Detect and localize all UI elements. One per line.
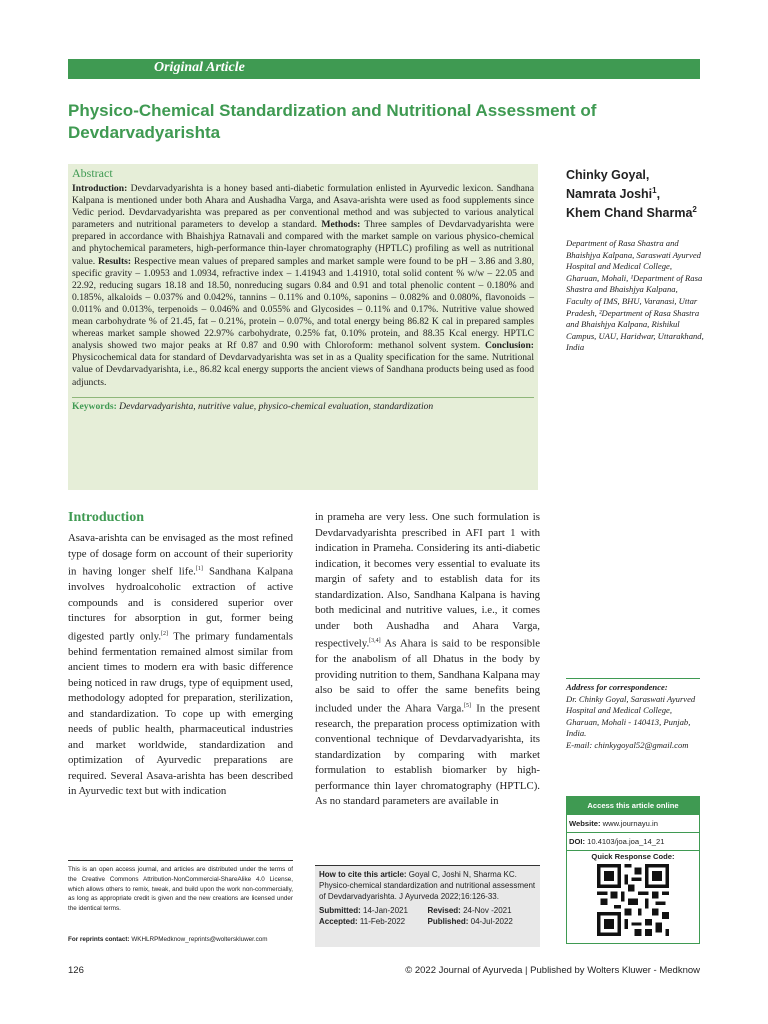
abstract-divider: [72, 397, 534, 398]
submitted-date: Submitted: 14-Jan-2021: [319, 906, 408, 915]
article-dates: [319, 905, 536, 927]
abstract-conclusion-text: Physicochemical data for standard of Devdarvadyarishta was set in as a Quality specification for the same. Nutritional value of Devdarvadyarishta, i.e., 86.82 kcal energy supports the ancient views of Sandhana products being used as food adjuncts.: [72, 352, 534, 388]
author-3: Khem Chand Sharma$^2$: [566, 205, 697, 221]
ref-3-4[interactable]: [3,4]: [369, 638, 381, 644]
citation-box: [315, 865, 540, 947]
qr-label: Quick Response Code:: [591, 852, 675, 861]
affiliation: Department of Rasa Shastra and Bhaishjya Kalpana, Saraswati Ayurved Hospital and Medical College, Gharuan, Mohali, ¹Department of Rasa Shastra and Bhaishjya Kalpana, Faculty of IMS, BHU, Varanasi, Uttar Pradesh, ²Department of Rasa Shastra and Bhaishjya Kalpana, Rishikul Campus, UAU, Haridwar, Uttarakhand, India: [566, 238, 704, 353]
ref-1[interactable]: [1]: [195, 566, 203, 572]
journal-footer: © 2022 Journal of Ayurveda | Published by Wolters Kluwer - Medknow: [405, 965, 700, 976]
keywords-text: Devdarvadyarishta, nutritive value, physico-chemical evaluation, standardization: [116, 400, 434, 412]
ref-2[interactable]: [2]: [161, 630, 169, 637]
keywords-label: Keywords:: [72, 400, 117, 412]
qr-code-icon[interactable]: [597, 864, 669, 936]
author-2: Namrata Joshi$^1$,: [566, 186, 661, 202]
abstract-box: [68, 164, 538, 490]
author-3-sup: 2: [692, 205, 697, 215]
revised-date: Revised: 24-Nov -2021: [427, 906, 512, 915]
ref-5[interactable]: [5]: [464, 702, 472, 709]
license-note: This is an open access journal, and articles are distributed under the terms of the Creative Commons Attribution-NonCommercial-ShareAlike 4.0 License, which allows others to remix, tweak, and build upon the work non-commercially, as long as appropriate credit is given and the new creations are licensed under the identical terms.: [68, 860, 293, 914]
author-1: Chinky Goyal,: [566, 168, 650, 182]
abstract-results-label: Results:: [98, 255, 132, 267]
abstract-methods-text: Three samples of Devdarvadyarishta were prepared in accordance with Bhaishjya Ratnavali and compared with the market sample on various physico-chemical and phytochemical parameters, high-performance thin-layer chromatography (HPTLC) profiling as well as nutritional value.: [72, 219, 534, 267]
author-list: [566, 167, 706, 221]
page-number: 126: [68, 965, 84, 976]
abstract-heading: Abstract: [72, 166, 113, 180]
article-title: Physico-Chemical Standardization and Nutritional Assessment of Devdarvadyarishta: [68, 101, 597, 142]
doi-row[interactable]: DOI: 10.4103/joa.joa_14_21: [567, 833, 699, 851]
access-heading: Access this article online: [567, 797, 699, 815]
abstract-conclusion-label: Conclusion:: [484, 340, 534, 352]
published-date: Published: 04-Jul-2022: [427, 917, 513, 926]
author-2-sup: 1: [652, 186, 657, 195]
correspondence: [566, 678, 700, 752]
abstract-text: [72, 183, 534, 389]
citation-text: How to cite this article: Goyal C, Joshi N, Sharma KC. Physico-chemical standardization and nutritional assessment of Devdarvadyarishta. J Ayurveda 2022;16:126-33.: [319, 870, 536, 901]
correspondence-email[interactable]: E-mail: chinkygoyal52@gmail.com: [566, 739, 689, 750]
article-type-banner: [68, 59, 700, 79]
reprints-email[interactable]: WKHLRPMedknow_reprints@wolterskluwer.com: [129, 936, 268, 943]
accepted-date: Accepted: 11-Feb-2022: [319, 917, 406, 926]
access-online-box: [566, 796, 700, 944]
abstract-intro-label: Introduction:: [72, 183, 128, 194]
abstract-results-text: Respective mean values of prepared samples and market sample were found to be pH – 3.86 and 3.80, specific gravity – 1.0953 and 1.0934, refractive index – 1.41943 and 1.41910, total solid content % w/w – 22.05 and 22.92, reducing sugars 18.18 and 18.50, nonreducing sugars 0.84 and 0.91 and total phenolic content – 0.180% and 0.185%, alkaloids – 0.037% and 0.042%, tannins – 0.11% and 0.10%, saponins – 0.082% and 0.080%, flavonoids – 0.011% and 0.013%, terpenoids – 0.046% and 0.055% and Glycosides – 0.11% and 0.17%. Nutritive value showed mean carbohydrate % of 21.45, fat – 0.21%, protein – 0.07%, and total energy being 86.82 K cal in prepared samples whereas market sample showed 22.97% carbohydrate, 0.25% fat, 0.10% protein, and 88.35 Kcal energy. HPTLC analysis showed two major peaks at Rf 0.87 and 0.90 with Chloroform: methanol solvent system.: [72, 255, 534, 352]
article-type-label: Original Article: [154, 60, 245, 75]
intro-column-2: in prameha are very less. One such formulation is Devdarvadyarishta prescribed in AFI part 1 with indication in Prameha. Considering its anti-diabetic indication, it becomes very essential to evaluate its margin of safety and to establish data for its standardization. Also, Sandhana Kalpana is having both medicinal and nutritive values, i.e., it comes under both Aushadha and Ahara Varga, respectively.[3,4] As Ahara is said to be responsible for the anabolism of all Dhatus in the body by providing nutrition to them, Sandhana Kalpana may also be said to offer the same benefits being included under the Ahara Varga.[5] In the present research, the preparation process optimization with conventional technique of Devdarvadyarishta, its standardization by comparing with market formulation to establish biomarker by high-performance thin layer chromatography (HPTLC). As no standard parameters are available in: [315, 511, 540, 808]
website-row[interactable]: Website: www.journayu.in: [567, 815, 699, 833]
reprints-contact: For reprints contact: WKHLRPMedknow_reprints@wolterskluwer.com: [68, 936, 268, 943]
intro-column-1: Asava-arishta can be envisaged as the most refined type of dosage form on account of their superiority in having longer shelf life.[1] Sandhana Kalpana involves hydroalcoholic extraction of active compounds and is considered superior over tinctures for absorption in gut, former being digested partly only.[2] The primary fundamentals behind fermentation remained almost similar from ancient times to modern era with basic difference being noticed in raw drugs, type of equipment used, methodology adopted for preparation, sterilization, and standardization. To cope up with emerging needs of public health, pharmaceutical industries and market worldwide, standardization and optimization of Ayurvedic preparations are required. Several Asava-arishta has been described in Ayurvedic text but with indication: [68, 532, 293, 798]
abstract-intro-text: Devdarvadyarishta is a honey based anti-diabetic formulation enlisted in Ayurvedic lexicon. Sandhana Kalpana is mentioned under both Ahara and Aushadha Varga, and Asava-arishta were used as food supplements since Vedic period. Devdarvadyarishta was prepared as per conventional method and was subjected to various analytical parameters and nutritional parameters to develop a standard.: [72, 183, 534, 231]
correspondence-label: Address for correspondence:: [566, 682, 668, 692]
introduction-heading: Introduction: [68, 510, 144, 525]
keywords: [72, 401, 534, 413]
abstract-methods-label: Methods:: [321, 219, 361, 231]
correspondence-address: Dr. Chinky Goyal, Saraswati Ayurved Hospital and Medical College, Gharuan, Mohali - 140413, Punjab, India.: [566, 693, 696, 739]
